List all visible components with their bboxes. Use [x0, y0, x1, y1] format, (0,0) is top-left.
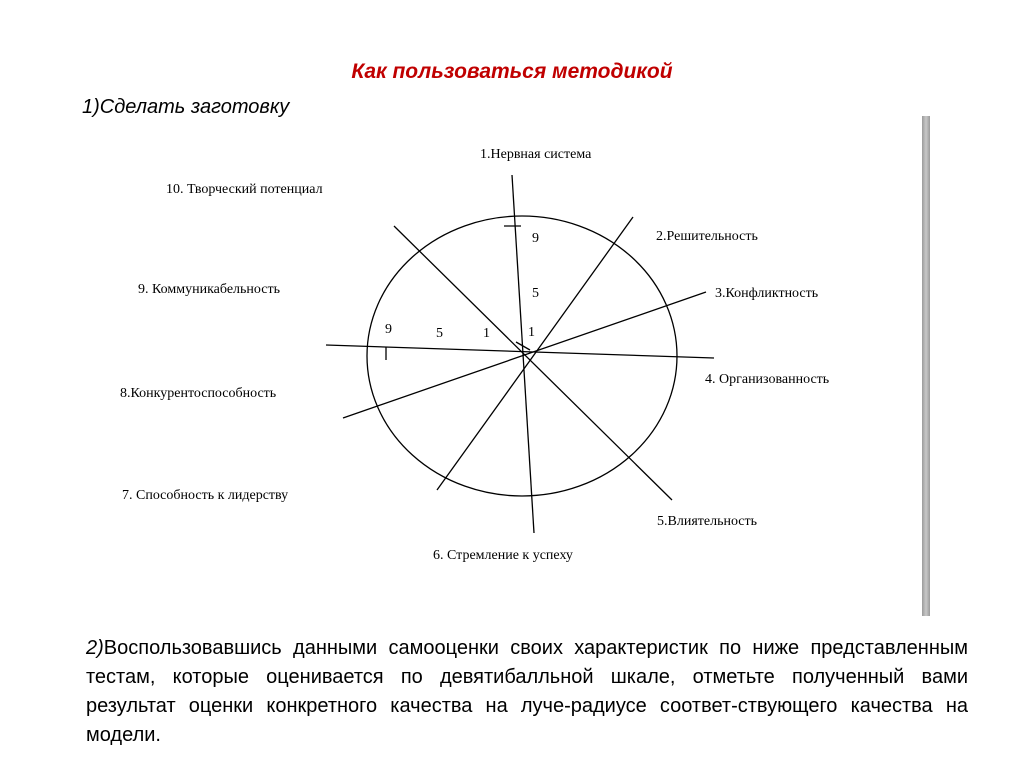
axis-label-4: 4. Организованность [705, 372, 830, 387]
scale-label-horizontal-1: 1 [483, 326, 490, 341]
axis-label-7: 7. Способность к лидерству [122, 488, 289, 503]
axis-label-3: 3.Конфликтность [715, 286, 819, 301]
step-2-text [86, 634, 968, 750]
axis-label-1: 1.Нервная система [480, 147, 592, 162]
axis-label-6: 6. Стремление к успеху [433, 548, 573, 563]
step-2-body: Воспользовавшись данными самооценки своих характеристик по ниже представленным тестам, которые оценивается по девятибалльной шкале, отметьте полученный вами результат оценки конкретного качества на луче-радиусе соответ-ствующего качества на модели. [86, 637, 968, 746]
axis-label-10: 10. Творческий потенциал [166, 182, 323, 197]
axis-label-9: 9. Коммуникабельность [138, 282, 280, 297]
step-2-number: 2) [86, 637, 104, 659]
scale-label-vertical-1: 1 [528, 325, 535, 340]
axis-line-3-8 [343, 292, 706, 418]
axis-label-5: 5.Влиятельность [657, 514, 758, 529]
scale-label-vertical-5: 5 [532, 286, 539, 301]
scale-label-vertical-9: 9 [532, 231, 539, 246]
axis-label-8: 8.Конкурентоспособность [120, 386, 277, 401]
axis-line-2-7 [437, 217, 633, 490]
scale-label-horizontal-9: 9 [385, 322, 392, 337]
axis-label-2: 2.Решительность [656, 229, 758, 244]
step-1-text: 1)Сделать заготовку [82, 96, 290, 118]
scale-label-horizontal-5: 5 [436, 326, 443, 341]
slide-title: Как пользоваться методикой [351, 60, 673, 83]
axis-line-10-5 [394, 226, 672, 500]
